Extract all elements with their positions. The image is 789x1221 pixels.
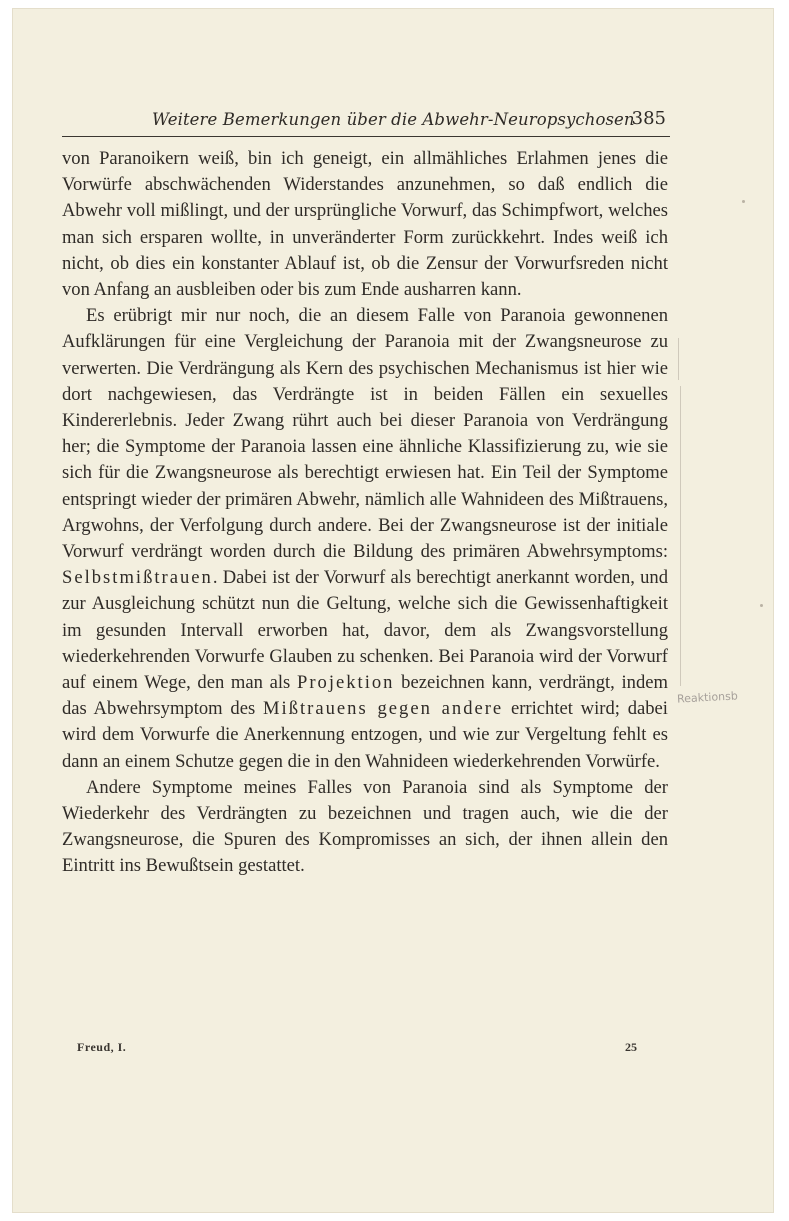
page-speck xyxy=(742,200,745,203)
running-header xyxy=(62,108,670,137)
body-text xyxy=(62,146,668,880)
signature-mark: Freud, I. xyxy=(77,1040,127,1054)
paragraph-2-text-e: bezeichnen kann, verdrängt, indem das Abwehrsymptom des xyxy=(62,672,668,720)
paragraph-1 xyxy=(62,146,668,303)
paragraph-2-text-c: . Dabei ist der Vorwurf als berechtigt anerkannt worden, und zur Ausgleichung schützt nun die Geltung, welche sich die Gewissenhaftigkeit im gesunden Intervall erworben hat, davor, dem als Zwangsvorstellung wiederkehrenden Vorwurfe Glauben zu schenken. Bei Paranoia wird der Vorwurf auf einem Wege, den man als xyxy=(62,567,668,694)
book-page xyxy=(12,8,774,1213)
paragraph-2-text-g: errichtet wird; dabei wird dem Vorwurfe die Anerkennung entzogen, und wie zur Vergeltung fehlt es dann an einem Schutze gegen die in den Wahnideen wiederkehrenden Vorwürfe. xyxy=(62,698,668,772)
paragraph-1-text: von Paranoikern weiß, bin ich geneigt, ein allmähliches Erlahmen jenes die Vorwürfe abschwächenden Widerstandes anzunehmen, so daß endlich die Abwehr voll mißlingt, und der ursprüngliche Vorwurf, das Schimpfwort, welches man sich ersparen wollte, in unveränderter Form zurückkehrt. Indes weiß ich nicht, ob dies ein konstanter Ablauf ist, ob die Zensur der Vorwurfsreden nicht von Anfang an ausbleiben oder bis zum Ende ausharren kann. xyxy=(62,148,668,301)
margin-pencil-line xyxy=(678,338,679,380)
running-title: Weitere Bemerkungen über die Abwehr-Neuropsychosen xyxy=(152,110,635,129)
paragraph-3 xyxy=(62,775,668,880)
margin-handwritten-note: Reaktionsb xyxy=(676,689,739,706)
spaced-term-misstrauens: Mißtrauens gegen andere xyxy=(263,698,504,720)
page-speck-2 xyxy=(760,604,763,607)
signature-number: 25 xyxy=(625,1040,637,1054)
paragraph-3-text: Andere Symptome meines Falles von Paranoia sind als Symptome der Wiederkehr des Verdrängten zu bezeichnen und tragen auch, wie die der Zwangsneurose, die Spuren des Kompromisses an sich, der ihnen allein den Eintritt ins Bewußtsein gestattet. xyxy=(62,776,668,877)
margin-pencil-line-2 xyxy=(680,386,681,686)
spaced-term-selbstmisstrauen: Selbstmißtrauen xyxy=(62,567,213,589)
spaced-term-projektion: Projektion xyxy=(296,672,395,694)
signature-line xyxy=(77,1040,637,1056)
paragraph-2 xyxy=(62,303,668,775)
page-number: 385 xyxy=(631,108,666,129)
paragraph-2-text-a: Es erübrigt mir nur noch, die an diesem Falle von Paranoia gewonnenen Aufklärungen für eine Vergleichung der Paranoia mit der Zwangsneurose zu verwerten. Die Verdrängung als Kern des psychischen Mechanismus ist hier wie dort nachgewiesen, das Verdrängte ist in beiden Fällen ein sexuelles Kindererlebnis. Jeder Zwang rührt auch bei dieser Paranoia von Verdrängung her; die Symptome der Paranoia lassen eine ähnliche Klassifizierung zu, wie sie sich für die Zwangsneurose als berechtigt erwiesen hat. Ein Teil der Symptome entspringt wieder der primären Abwehr, nämlich alle Wahnideen des Mißtrauens, Argwohns, der Verfolgung durch andere. Bei der Zwangsneurose ist der initiale Vorwurf verdrängt worden durch die Bildung des primären Abwehrsymptoms: xyxy=(62,305,668,563)
